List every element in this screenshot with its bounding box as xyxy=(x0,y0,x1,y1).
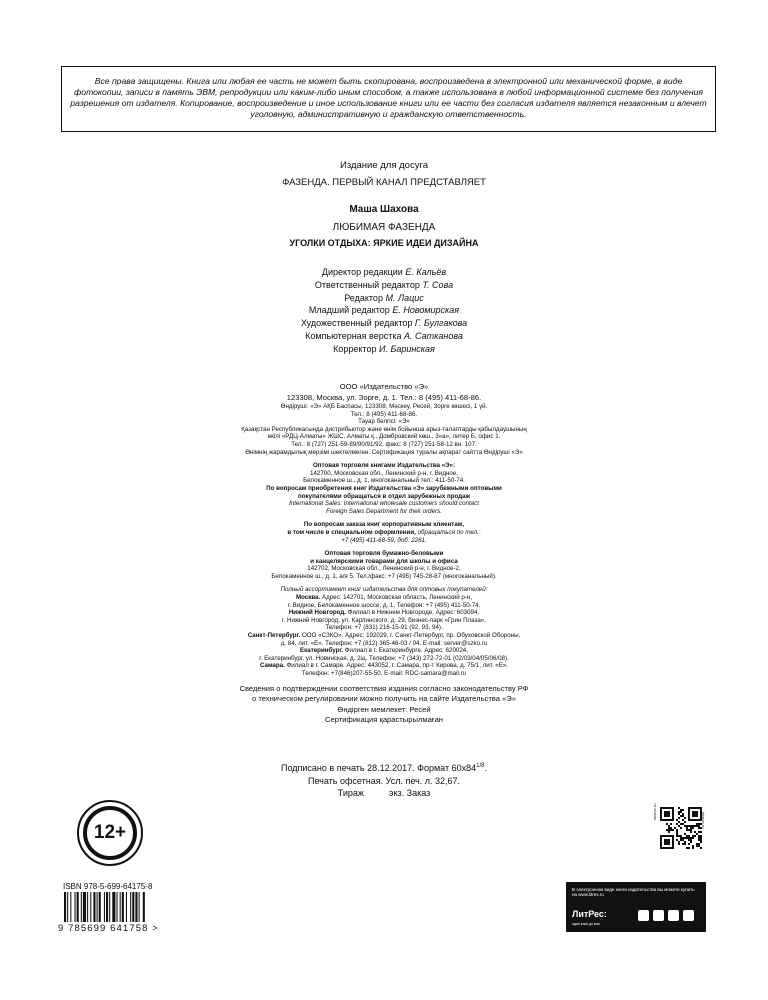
region-line: д. 84, лит. «Е». Телефон: +7 (812) 365-46-03 / 04. E-mail: server@szko.ru xyxy=(280,639,488,647)
region-line: г. Екатеринбург, ул. Новинская, д. 2щ. Телефон: +7 (343) 272-72-01 (02/03/04/05/06/08). xyxy=(259,654,509,662)
run-line: Тираж экз. Заказ xyxy=(337,788,431,798)
wholesale-title: Оптовая торговля книгами Издательства «Э»: xyxy=(312,462,456,470)
credit-line: Корректор И. Баринская xyxy=(333,343,435,354)
imprint-block xyxy=(0,382,768,726)
credit-line: Директор редакции Е. Кальёв xyxy=(321,267,447,277)
region-line: г. Видное, Белокаменное шоссе, д. 1. Телефон: +7 (495) 411-50-74. xyxy=(287,601,481,609)
signed-line: Подписано в печать 28.12.2017. Формат $60x84^{1/8}$. xyxy=(281,763,487,773)
conformity-line: Сведения о подтверждении соответствия издания согласно законодательству РФ xyxy=(239,683,529,693)
credit-line: Ответственный редактор Т. Сова xyxy=(314,279,454,290)
litres-logo: ЛитРес: xyxy=(572,909,607,919)
wholesale-line: Белокаменное ш., д. 1, многоканальный тел.: 411-50-74. xyxy=(303,477,465,485)
qr-label-left: eksmo.ru xyxy=(652,803,657,820)
isbn-label: ISBN 978-5-699-64175-8 xyxy=(63,882,153,891)
windows-icon xyxy=(683,910,694,921)
publisher-name: ООО «Издательство «Э» xyxy=(339,382,429,391)
qr-label-right: eksmo.ru xyxy=(701,812,706,829)
corporate-phone: +7 (495) 411-68-59, доб. 2261. xyxy=(341,536,427,544)
stationery-title: Оптовая торговля бумажно-беловыми xyxy=(324,550,444,558)
publisher-address: 123308, Москва, ул. Зорге, д. 1. Тел.: 8 (495) 411-68-86. xyxy=(286,392,482,402)
foreign-en: International Sales: International wholesale customers should contact xyxy=(289,500,479,508)
litres-banner xyxy=(566,882,706,932)
print-data xyxy=(0,760,768,800)
conformity-line: о техническом регулировании можно получить на сайте Издательства «Э» xyxy=(252,694,516,704)
settings-icon xyxy=(668,910,679,921)
credit-line: Компьютерная верстка А. Сатканова xyxy=(305,330,463,341)
age-rating-badge xyxy=(77,800,143,866)
kz-line: Тауар белгісі: «Э» xyxy=(358,418,410,426)
stationery-line: 142702, Московская обл., Ленинский р-н, г. Видное-2, xyxy=(307,565,461,573)
barcode-digits: 9 785699 641758 > xyxy=(58,923,159,934)
origin-line: Сертификация қарастырылмаған xyxy=(325,715,443,725)
region-line: Нижний Новгород. Филиал в Нижнем Новгороде. Адрес: 603094, xyxy=(288,609,480,617)
android-icon xyxy=(653,910,664,921)
corporate-title-line: в том числе в специальном оформлении, обращаться по тел.: xyxy=(287,528,481,536)
kz-line: өкілі «РДЦ-Алматы» ЖШС, Алматы қ., Домбровский көш., 3«а», литер Б, офис 1. xyxy=(267,433,501,441)
corporate-title: По вопросам заказа книг корпоративным клиентам, xyxy=(303,521,465,529)
region-line: Екатеринбург. Филиал в г. Екатеринбурге. Адрес: 620024, xyxy=(300,647,468,655)
origin-line: Өндірген мемлекет: Ресей xyxy=(337,704,431,714)
edition-type: Издание для досуга xyxy=(339,160,428,171)
assortment-title: Полный ассортимент книг издательства для оптовых покупателей: xyxy=(280,586,488,594)
region-line: Телефон: +7 (831) 216-15-91 (92, 93, 94). xyxy=(325,624,443,632)
credit-line: Редактор М. Лацис xyxy=(344,292,424,303)
region-line: Телефон: +7(846)207-55-50. E-mail: RDC-samara@mail.ru xyxy=(301,670,467,677)
credits-block xyxy=(0,266,768,356)
kz-line: Қазақстан Республикасында дистрибьютор және өнім бойынша арыз-талаптарды қабылдаушының xyxy=(241,425,527,433)
barcode-icon xyxy=(62,892,172,922)
foreign-title: По вопросам приобретения книг Издательства «Э» зарубежными оптовыми xyxy=(266,484,502,492)
kz-line: Өндіруші: «Э» АҚБ Баспасы, 123308, Мәскеу, Ресей, Зорге көшесі, 1 үй. xyxy=(280,403,488,410)
litres-text: В электронном виде книги издательства вы можете купить на www.litres.ru xyxy=(572,887,695,897)
wholesale-line: 142700, Московская обл., Ленинский р-н, г. Видное, xyxy=(310,469,458,477)
region-line: г. Нижний Новгород, ул. Карлинского, д. 29, бизнес-парк «Грин Плаза». xyxy=(282,616,486,624)
region-line: Москва. Адрес: 142701, Московская область, Ленинский р-н, xyxy=(295,594,473,602)
qr-code-icon xyxy=(660,807,702,849)
book-subtitle: УГОЛКИ ОТДЫХА: ЯРКИЕ ИДЕИ ДИЗАЙНА xyxy=(289,238,479,248)
credit-line: Младший редактор Е. Новомирская xyxy=(308,305,460,316)
stationery-line: Белокаменное ш., д. 1, а/я 5. Тел./факс: +7 (495) 745-28-87 (многоканальный). xyxy=(271,572,497,580)
apple-icon xyxy=(638,910,649,921)
foreign-title: покупателями обращаться в отдел зарубежных продаж xyxy=(298,492,470,500)
kz-line: Өнімнің жарамдылық мерзімі шектелмеген. Сертификация туралы ақпарат сайтта Өндіруші «Э» xyxy=(245,448,523,456)
kz-line: Тел.: 8 (727) 251-59-89/90/91/92, факс: 8 (727) 251-58-12 вн. 107. xyxy=(291,440,477,448)
author-name: Маша Шахова xyxy=(349,204,419,215)
foreign-en: Foreign Sales Department for their orders. xyxy=(326,507,442,515)
litres-tagline: один клик до книг xyxy=(572,922,601,926)
store-icons xyxy=(638,910,694,921)
region-line: Самара. Филиал в г. Самаре. Адрес: 443052, г. Самара, пр-т Кирова, д. 75/1, лит. «Е». xyxy=(259,662,509,670)
age-rating: 12+ xyxy=(93,822,127,843)
kz-line: Тел.: 8 (495) 411-68-86. xyxy=(350,410,418,418)
credit-line: Художественный редактор Г. Булгакова xyxy=(300,318,468,329)
series-presents: ФАЗЕНДА. ПЕРВЫЙ КАНАЛ ПРЕДСТАВЛЯЕТ xyxy=(282,177,486,188)
stationery-title: и канцелярскими товарами для школы и офиса xyxy=(310,557,458,565)
book-title: ЛЮБИМАЯ ФАЗЕНДА xyxy=(332,222,436,233)
region-line: Санкт-Петербург. ООО «СЗКО». Адрес: 192029, г. Санкт-Петербург, пр. Обуховской Обороны, xyxy=(247,632,521,640)
sheets-line: Печать офсетная. Усл. печ. л. 32,67. xyxy=(308,775,460,786)
rights-notice: Все права защищены. Книга или любая ее часть не может быть скопирована, воспроизведена в электронной или механической форме, в виде фотокопии, записи в память ЭВМ, репродукции или каким-либо иным способом, а также использована в любой информационной системе без получения разрешения от издателя. Копирование, воспроизведение и иное использование книги или ее части без согласия издателя является незаконным и влечет уголовную, административную и гражданскую ответственность. xyxy=(61,66,716,132)
